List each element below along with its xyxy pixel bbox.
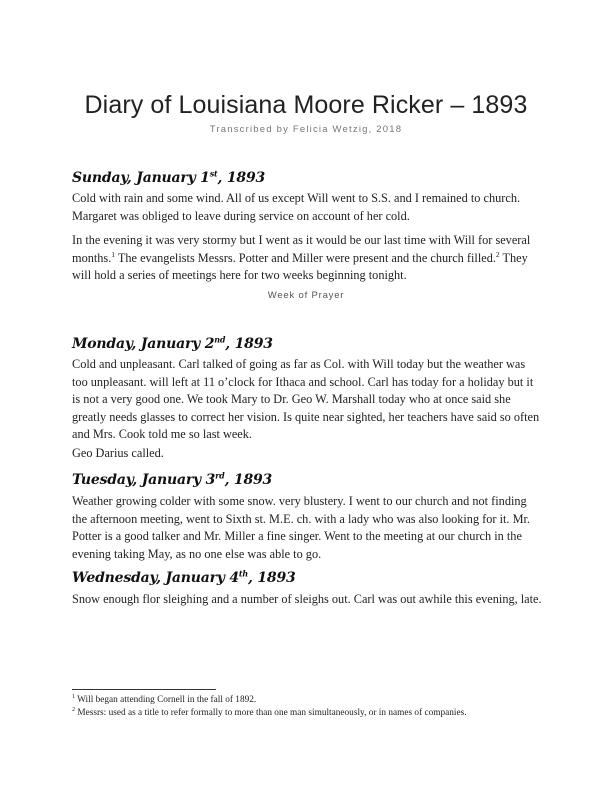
footnote-2: [72, 707, 552, 719]
entry-heading-year: , 1893: [225, 336, 273, 352]
entry-paragraph: Cold and unpleasant. Carl talked of going as far as Col. with Will today but the weather was too unpleasant. will left at 11 o’clock for Ithaca and school. Carl has today for a holiday but it is not a very good one. We took Mary to Dr. Geo W. Marshall today who at once said she greatly needs glasses to correct her vision. Is quite near sighted, her teachers have said so often and Mrs. Cook told me so last week.: [72, 357, 540, 441]
document-title: Diary of Louisiana Moore Ricker – 1893: [84, 90, 528, 119]
entry-paragraph: Cold with rain and some wind. All of us except Will went to S.S. and I remained to church. Margaret was obliged to leave during service on account of her cold.: [72, 191, 521, 223]
footnote-number: 2: [72, 706, 75, 713]
footnote-1: [72, 694, 552, 706]
week-of-prayer-note: Week of Prayer: [267, 290, 345, 301]
footnote-divider: [72, 689, 216, 690]
entry-heading-jan-1: [72, 170, 265, 186]
entry-heading-day: Sunday, January 1: [72, 170, 210, 186]
entry-heading-suffix: st: [209, 168, 218, 179]
entry-paragraph: Geo Darius called.: [72, 446, 164, 460]
entry-text: The evangelists Messrs. Potter and Miller were present and the church filled.: [115, 250, 496, 265]
entry-paragraph: Weather growing colder with some snow. very blustery. I went to our church and not finding the afternoon meeting, went to Sixth st. M.E. ch. with a lady who was also looking for it. Mr. Potter is a good talker and Mr. Miller a fine singer. Went to the meeting at our church in the evening taking May, as no one else was able to go.: [72, 494, 530, 561]
footnote-text: Will began attending Cornell in the fall of 1892.: [75, 695, 257, 705]
document-subtitle: Transcribed by Felicia Wetzig, 2018: [209, 124, 403, 135]
entry-heading-jan-4: [72, 570, 296, 586]
entry-heading-day: Tuesday, January 3: [72, 472, 216, 488]
footnote-ref: 2: [495, 249, 500, 259]
entry-heading-suffix: nd: [214, 334, 226, 345]
entry-text: They will hold a series of meetings here for two weeks beginning tonight.: [72, 250, 528, 282]
entry-paragraph: [72, 232, 542, 285]
entry-heading-suffix: th: [238, 568, 249, 579]
footnote-number: 1: [72, 693, 75, 700]
entry-heading-suffix: rd: [215, 470, 225, 481]
entry-heading-year: , 1893: [248, 570, 296, 586]
footnote-text: Messrs: used as a title to refer formally to more than one man simultaneously, or in names of companies.: [75, 708, 467, 718]
entry-heading-day: Wednesday, January 4: [72, 570, 239, 586]
entry-heading-year: , 1893: [224, 472, 273, 488]
entry-paragraph: Snow enough flor sleighing and a number of sleighs out. Carl was out awhile this evening, late.: [72, 592, 542, 606]
entry-heading-year: , 1893: [217, 170, 266, 186]
entry-heading-jan-2: [72, 336, 273, 352]
footnote-ref: 1: [111, 249, 116, 259]
entry-heading-jan-3: [72, 472, 272, 488]
entry-heading-day: Monday, January 2: [72, 336, 215, 352]
entry-text: In the evening it was very stormy but I went as it would be our last time with Will for several months.: [72, 233, 531, 265]
